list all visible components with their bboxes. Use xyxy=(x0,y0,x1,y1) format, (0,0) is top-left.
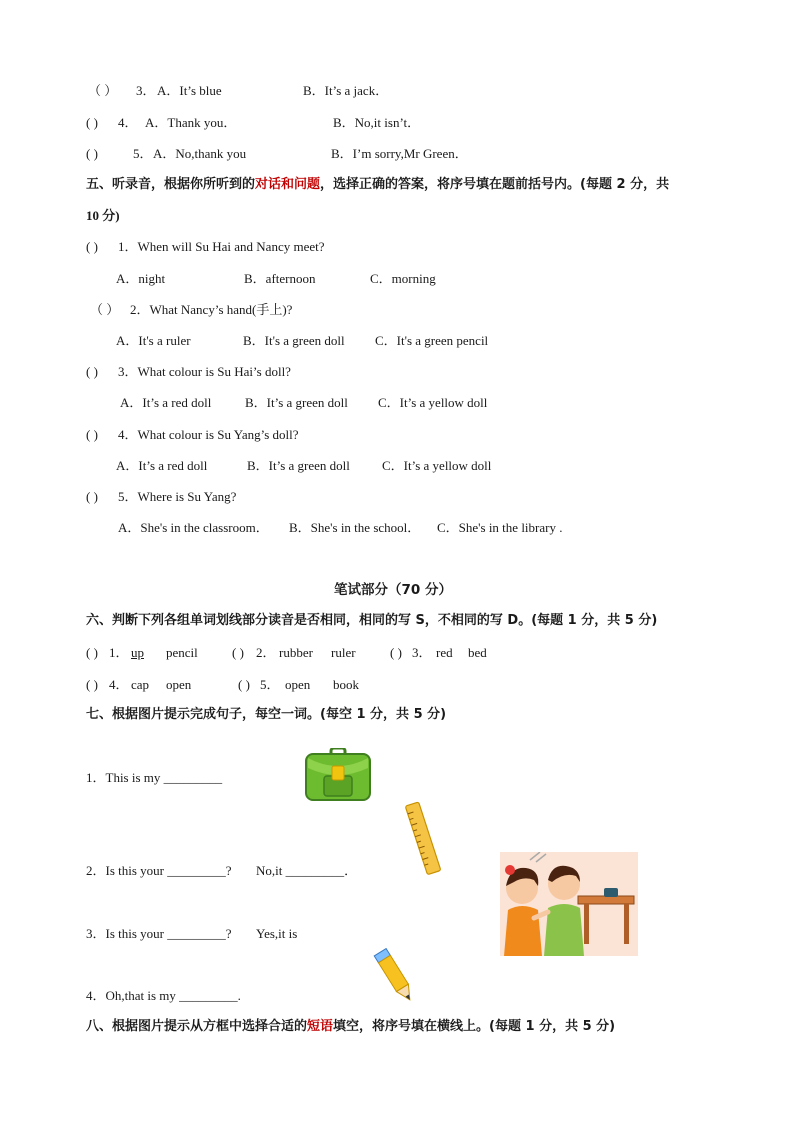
q6-5-word2: book xyxy=(333,677,359,692)
q5-3-question: 3．What colour is Su Hai’s doll? xyxy=(118,364,291,379)
q7-3-sentence-b: Yes,it is xyxy=(256,926,298,941)
q6-2-num: 2． xyxy=(256,645,276,660)
q7-4-sentence: 4．Oh,that is my _________. xyxy=(86,988,241,1003)
q5-2-question: 2．What Nancy’s hand(手上)? xyxy=(130,302,293,317)
ruler-icon xyxy=(404,800,444,876)
q5-1-question: 1．When will Su Hai and Nancy meet? xyxy=(118,239,325,254)
q5-3-option-b: B．It’s a green doll xyxy=(245,395,348,410)
section7-title: 七、根据图片提示完成句子，每空一词。(每空 1 分，共 5 分) xyxy=(86,707,447,722)
q6-5-paren: ( ) xyxy=(238,677,250,692)
written-part-title: 笔试部分（70 分） xyxy=(334,582,452,598)
q6-5-word1: open xyxy=(285,677,311,692)
q7-2-sentence-b: No,it _________． xyxy=(256,863,358,878)
q5-5-option-a: A．She's in the classroom． xyxy=(118,520,269,535)
q7-2-sentence-a: 2．Is this your _________? xyxy=(86,863,232,878)
q4-4-num: 4． xyxy=(118,115,138,130)
q5-4-paren: ( ) xyxy=(86,427,98,442)
q5-4-option-c: C．It’s a yellow doll xyxy=(382,458,492,473)
q6-5-num: 5． xyxy=(260,677,280,692)
q5-5-option-b: B．She's in the school． xyxy=(289,520,421,535)
q6-3-paren: ( ) xyxy=(390,645,402,660)
q6-4-word1: cap xyxy=(131,677,150,692)
children-desk-icon xyxy=(500,852,638,956)
q5-1-option-b: B．afternoon xyxy=(244,271,316,286)
q4-5-num: 5． xyxy=(133,146,153,161)
q7-1-sentence: 1．This is my _________ xyxy=(86,770,223,785)
q6-4-paren: ( ) xyxy=(86,677,98,692)
q6-3-num: 3． xyxy=(412,645,432,660)
q5-2-option-a: A．It's a ruler xyxy=(116,333,191,348)
q4-4-option-a: A．Thank you． xyxy=(145,115,237,130)
section6-title: 六、判断下列各组单词划线部分读音是否相同，相同的写 S，不相同的写 D。(每题 1 分，共 5 分) xyxy=(86,613,658,628)
q5-1-option-a: A．night xyxy=(116,271,166,286)
q5-3-option-a: A．It’s a red doll xyxy=(120,395,212,410)
q6-2-paren: ( ) xyxy=(232,645,244,660)
q4-5-option-b: B．I’m sorry,Mr Green． xyxy=(331,146,468,161)
schoolbag-icon xyxy=(304,748,372,802)
section5-title: 五、听录音，根据你所听到的对话和问题，选择正确的答案，将序号填在题前括号内。(每题 2 分，共 xyxy=(86,177,670,192)
q5-2-option-c: C．It's a green pencil xyxy=(375,333,489,348)
q6-3-word1: red xyxy=(436,645,453,660)
q6-2-word1: rubber xyxy=(279,645,313,660)
q4-4-option-b: B．No,it isn’t． xyxy=(333,115,421,130)
section8-title: 八、根据图片提示从方框中选择合适的短语填空，将序号填在横线上。(每题 1 分，共 5 分) xyxy=(86,1019,616,1034)
q6-4-word2: open xyxy=(166,677,192,692)
q4-3-paren: （ ） xyxy=(88,83,118,98)
q5-5-question: 5．Where is Su Yang? xyxy=(118,489,237,504)
q5-4-option-a: A．It’s a red doll xyxy=(116,458,208,473)
section8-title-highlight: 短语 xyxy=(307,1019,334,1034)
q5-1-option-c: C．morning xyxy=(370,271,436,286)
q4-3-option-b: B．It’s a jack． xyxy=(303,83,389,98)
q5-2-paren: （ ） xyxy=(90,302,120,317)
q6-1-word1: up xyxy=(131,645,144,660)
q4-3-option-a: A．It’s blue xyxy=(157,83,222,98)
q5-4-question: 4．What colour is Su Yang’s doll? xyxy=(118,427,299,442)
q6-4-num: 4． xyxy=(109,677,129,692)
q4-4-paren: ( ) xyxy=(86,115,98,130)
section5-title-line2: 10 分) xyxy=(86,208,120,223)
q4-5-option-a: A．No,thank you xyxy=(153,146,247,161)
q6-1-paren: ( ) xyxy=(86,645,98,660)
q5-2-option-b: B．It's a green doll xyxy=(243,333,345,348)
q6-1-num: 1． xyxy=(109,645,129,660)
pencil-icon xyxy=(372,946,418,1006)
q5-3-option-c: C．It’s a yellow doll xyxy=(378,395,488,410)
q5-5-paren: ( ) xyxy=(86,489,98,504)
q6-3-word2: bed xyxy=(468,645,487,660)
q5-4-option-b: B．It’s a green doll xyxy=(247,458,350,473)
q4-5-paren: ( ) xyxy=(86,146,98,161)
q5-1-paren: ( ) xyxy=(86,239,98,254)
q5-5-option-c: C．She's in the library . xyxy=(437,520,563,535)
q6-2-word2: ruler xyxy=(331,645,356,660)
section5-title-highlight: 对话和问题 xyxy=(255,177,321,192)
q5-3-paren: ( ) xyxy=(86,364,98,379)
q4-3-num: 3． xyxy=(136,83,156,98)
q7-3-sentence-a: 3．Is this your _________? xyxy=(86,926,232,941)
q6-1-word2: pencil xyxy=(166,645,198,660)
